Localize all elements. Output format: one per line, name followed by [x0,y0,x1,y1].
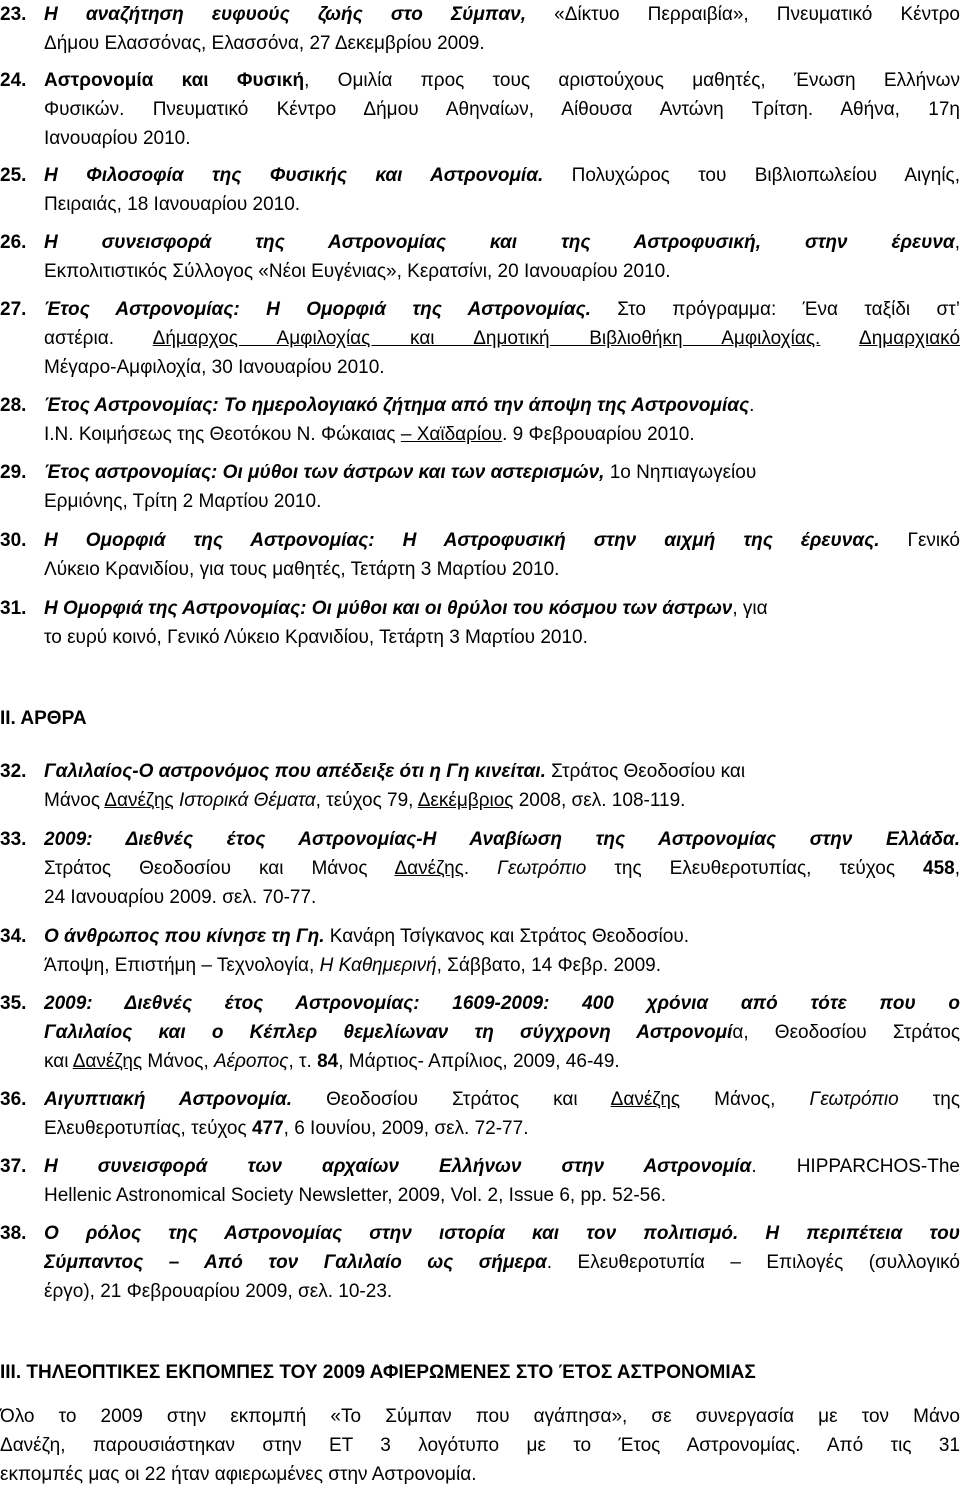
entry-title: 2009: Διεθνές έτος Αστρονομίας-Η Αναβίωση της Αστρονομίας στην Ελλάδα. [44,829,960,850]
entry-text: . Ελευθεροτυπία – Επιλογές (συλλογικό [547,1252,960,1273]
entry-line [44,1114,960,1143]
entry-title: Έτος Αστρονομίας: Η Ομορφιά της Αστρονομίας. [44,299,591,320]
entry-text: Λύκειο Κρανιδίου, για τους μαθητές, Τετάρτη 3 Μαρτίου 2010. [44,559,559,580]
entry-text: Γεωτρόπιο [810,1089,899,1110]
entry-text: – Χαϊδαρίου [401,424,502,445]
entry-text: Φυσικών. Πνευματικό Κέντρο Δήμου Αθηναίων, Αίθουσα Αντώνη Τρίτση. Αθήνα, 17η [44,99,960,120]
entry-number: 26. [0,228,26,257]
entry-text: 458 [923,858,955,879]
entry-text [820,328,859,349]
entry-text: 2008, σελ. 108-119. [513,790,685,811]
entry-text: , Ομιλία προς τους αριστούχους μαθητές, Ένωση Ελλήνων [304,70,960,91]
entry-title: Έτος Αστρονομίας: Το ημερολογιακό ζήτημα από την άποψη της Αστρονομίας [44,395,749,416]
entry-text: Ι.Ν. Κοιμήσεως της Θεοτόκου Ν. Φώκαιας [44,424,401,445]
entry-text: Η Καθημερινή [320,955,437,976]
entry-text: Δήμου Ελασσόνας, Ελασσόνα, 27 Δεκεμβρίου 2009. [44,33,485,54]
entry-line [44,951,960,980]
paragraph-line: Όλο το 2009 στην εκπομπή «Το Σύμπαν που αγάπησα», σε συνεργασία με τον Μάνο [0,1402,960,1431]
entry-text: 84 [317,1051,338,1072]
entry-number: 35. [0,989,26,1018]
entry-text: Θεοδοσίου Στράτος και [292,1089,611,1110]
entry-line [44,1277,960,1306]
entry-text: Στο πρόγραμμα: Ένα ταξίδι στ’ [591,299,960,320]
entry-text: , Σάββατο, 14 Φεβρ. 2009. [437,955,661,976]
entry-text: Εκπολιτιστικός Σύλλογος «Νέοι Ευγένιας», Κερατσίνι, 20 Ιανουαρίου 2010. [44,261,670,282]
section-heading-tv: ΙΙΙ. ΤΗΛΕΟΠΤΙΚΕΣ ΕΚΠΟΜΠΕΣ ΤΟΥ 2009 ΑΦΙΕΡΩΜΕΝΕΣ ΣΤΟ ΈΤΟΣ ΑΣΤΡΟΝΟΜΙΑΣ [0,1358,756,1387]
entry-title: Σύμπαντος – Από τον Γαλιλαίο ως σήμερα [44,1252,547,1273]
entry-line [44,1219,960,1248]
entry-text: Άποψη, Επιστήμη – Τεχνολογία, [44,955,320,976]
entry-line [44,295,960,324]
entry-number: 23. [0,0,26,29]
entry-line [44,989,960,1018]
entry-text: το ευρύ κοινό, Γενικό Λύκειο Κρανιδίου, Τετάρτη 3 Μαρτίου 2010. [44,627,588,648]
entry-line [44,458,960,487]
entry-line [44,324,960,353]
entry-text: Στράτος Θεοδοσίου και Μάνος [44,858,394,879]
entry-line [44,594,960,623]
entry-number: 34. [0,922,26,951]
entry-text: Δανέζης [104,790,173,811]
entry-text: , Μάρτιος- Απρίλιος, 2009, 46-49. [338,1051,619,1072]
entry-title: Η συνεισφορά των αρχαίων Ελλήνων στην Αστρονομία [44,1156,751,1177]
entry-text: , τεύχος 79, [316,790,418,811]
entry-line [44,487,960,516]
entry-line [44,0,960,29]
entry-line [44,1085,960,1114]
entry-text: 24 Ιανουαρίου 2009. σελ. 70-77. [44,887,316,908]
entry-text: αστέρια. [44,328,153,349]
entry-text: Πολυχώρος του Βιβλιοπωλείου Αιγηίς, [543,165,960,186]
entry-line [44,257,960,286]
entry-text: και [44,1051,73,1072]
entry-text: Hellenic Astronomical Society Newsletter, 2009, Vol. 2, Issue 6, pp. 52-56. [44,1185,666,1206]
entry-title: Έτος αστρονομίας: Οι μύθοι των άστρων και των αστερισμών, [44,462,604,483]
entry-title: Γαλιλαίος και ο Κέπλερ θεμελίωναν τη σύγχρονη Αστρονομί [44,1022,732,1043]
entry-text: , τ. [288,1051,317,1072]
entry-title: Αιγυπτιακή Αστρονομία. [44,1089,292,1110]
entry-text: . 9 Φεβρουαρίου 2010. [502,424,695,445]
entry-text: Μέγαρο-Αμφιλοχία, 30 Ιανουαρίου 2010. [44,357,385,378]
paragraph-line: εκπομπές μας οι 22 ήταν αφιερωμένες στην Αστρονομία. [0,1460,960,1489]
entry-line [44,161,960,190]
entry-number: 37. [0,1152,26,1181]
entry-title: Η αναζήτηση ευφυούς ζωής στο Σύμπαν, [44,4,526,25]
entry-text: της [899,1089,960,1110]
entry-number: 27. [0,295,26,324]
entry-number: 36. [0,1085,26,1114]
entry-line [44,1152,960,1181]
entry-title: Η Ομορφιά της Αστρονομίας: Οι μύθοι και οι θρύλοι του κόσμου των άστρων [44,598,732,619]
entry-line [44,1047,960,1076]
entry-text: Γεωτρόπιο [497,858,586,879]
entry-line [44,228,960,257]
entry-text: Ελευθεροτυπίας, τεύχος [44,1118,252,1139]
entry-number: 25. [0,161,26,190]
entry-line [44,883,960,912]
entry-text: Ιστορικά Θέματα [179,790,316,811]
entry-title: Η συνεισφορά της Αστρονομίας και της Αστροφυσική, στην έρευνα [44,232,955,253]
entry-line [44,353,960,382]
entry-text: Ερμιόνης, Τρίτη 2 Μαρτίου 2010. [44,491,321,512]
entry-line [44,420,960,449]
entry-line [44,854,960,883]
entry-text: Ιανουαρίου 2010. [44,128,191,149]
entry-line [44,526,960,555]
entry-text: Δανέζης [73,1051,142,1072]
entry-title: Γαλιλαίος-Ο αστρονόμος που απέδειξε ότι η Γη κινείται. [44,761,546,782]
entry-title: Αστρονομία και Φυσική [44,70,304,91]
entry-text: , για [732,598,767,619]
entry-line [44,786,960,815]
entry-title: Η Φιλοσοφία της Φυσικής και Αστρονομία. [44,165,543,186]
entry-text: Μάνος, [142,1051,214,1072]
entry-number: 32. [0,757,26,786]
entry-line [44,922,960,951]
entry-text: Δανέζης [611,1089,680,1110]
entry-title: Ο άνθρωπος που κίνησε τη Γη. [44,926,325,947]
entry-text: Δημαρχιακό [859,328,960,349]
entry-line [44,190,960,219]
entry-line [44,391,960,420]
entry-text: Μάνος [44,790,104,811]
paragraph-line: Δανέζη, παρουσιάστηκαν στην ΕΤ 3 λογότυπο με το Έτος Αστρονομίας. Από τις 31 [0,1431,960,1460]
entry-text: Πειραιάς, 18 Ιανουαρίου 2010. [44,194,300,215]
entry-text: . [464,858,497,879]
entry-title: Η Ομορφιά της Αστρονομίας: Η Αστροφυσική στην αιχμή της έρευνας. [44,530,880,551]
entry-line [44,95,960,124]
entry-line [44,757,960,786]
tv-paragraph [0,1402,960,1489]
entry-text: α, Θεοδοσίου Στράτος [732,1022,960,1043]
entry-text: της Ελευθεροτυπίας, τεύχος [586,858,923,879]
entry-text: 477 [252,1118,284,1139]
entry-title: Ο ρόλος της Αστρονομίας στην ιστορία και τον πολιτισμό. Η περιπέτεια του [44,1223,960,1244]
entry-number: 33. [0,825,26,854]
entry-text: , [955,858,960,879]
entry-text: Μάνος, [680,1089,809,1110]
entry-line [44,555,960,584]
entry-text: Γενικό [880,530,960,551]
entry-line [44,124,960,153]
entry-number: 30. [0,526,26,555]
entry-text: Στράτος Θεοδοσίου και [546,761,745,782]
entry-text: , [955,232,960,253]
entry-text: Δήμαρχος Αμφιλοχίας και Δημοτική Βιβλιοθήκη Αμφιλοχίας. [153,328,821,349]
entry-text: έργο), 21 Φεβρουαρίου 2009, σελ. 10-23. [44,1281,392,1302]
entry-text: , 6 Ιουνίου, 2009, σελ. 72-77. [284,1118,529,1139]
entry-text: «Δίκτυο Περραιβία», Πνευματικό Κέντρο [526,4,960,25]
entry-title: 2009: Διεθνές έτος Αστρονομίας: 1609-2009: 400 χρόνια από τότε που ο [44,993,960,1014]
entry-number: 28. [0,391,26,420]
entry-line [44,1248,960,1277]
entry-number: 38. [0,1219,26,1248]
entry-text: Αέροπος [214,1051,288,1072]
entry-number: 29. [0,458,26,487]
section-heading-articles: ΙΙ. ΑΡΘΡΑ [0,704,87,733]
entry-text: 1ο Νηπιαγωγείου [604,462,756,483]
entry-line [44,29,960,58]
entry-text: . HIPPARCHOS-The [751,1156,960,1177]
entry-text: Κανάρη Τσίγκανος και Στράτος Θεοδοσίου. [325,926,690,947]
entry-line [44,1181,960,1210]
entry-line [44,1018,960,1047]
entry-line [44,623,960,652]
entry-number: 24. [0,66,26,95]
entry-text: . [749,395,754,416]
entry-number: 31. [0,594,26,623]
entry-text: Δανέζης [394,858,463,879]
entry-text: Δεκέμβριος [418,790,514,811]
entry-line [44,825,960,854]
entry-line [44,66,960,95]
